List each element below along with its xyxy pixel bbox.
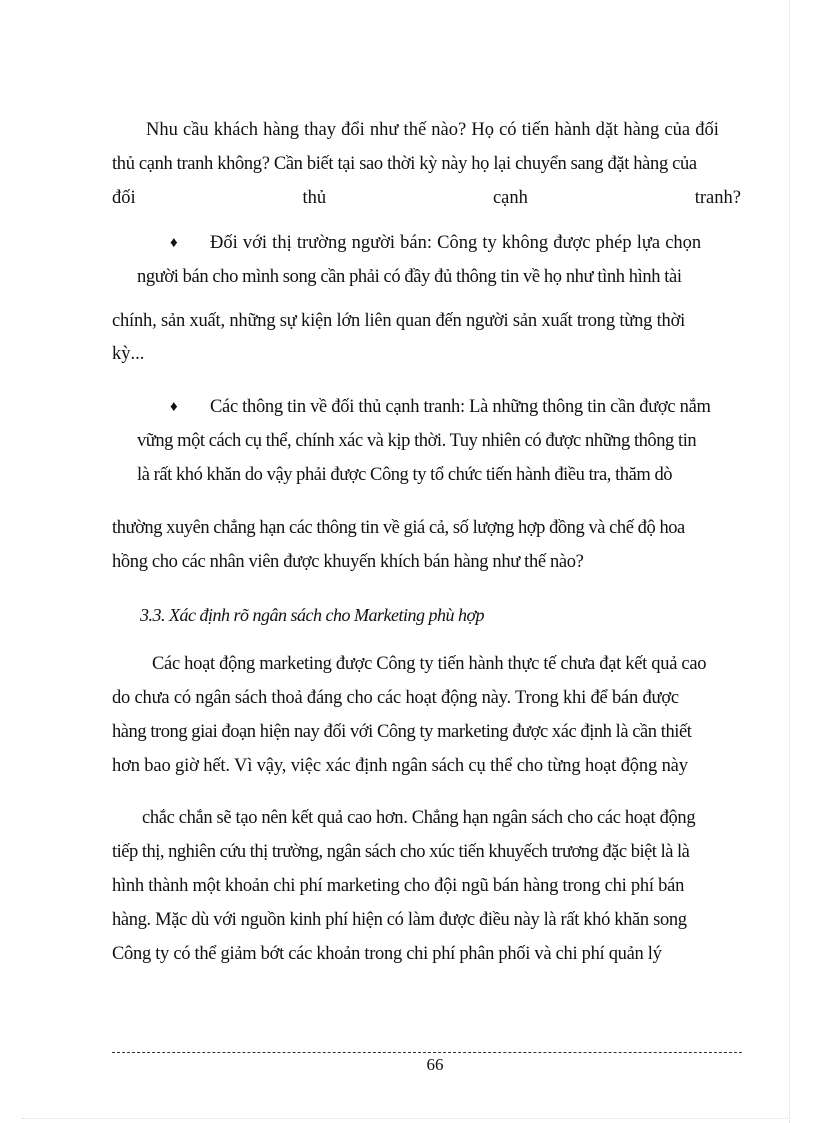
- paragraph-line: do chưa có ngân sách thoả đáng cho các hoạt động này. Trong khi để bán được: [112, 688, 679, 708]
- paragraph-line: hơn bao giờ hết. Vì vậy, việc xác định ngân sách cụ thể cho từng hoạt động này: [112, 756, 688, 776]
- bullet-diamond-icon: ♦: [170, 399, 178, 415]
- word: tranh?: [694, 188, 741, 208]
- page-number: 66: [426, 1055, 444, 1074]
- page-edge-guide: [789, 0, 790, 1123]
- bullet-line: chính, sản xuất, những sự kiện lớn liên quan đến người sản xuất trong từng thời: [112, 311, 686, 331]
- word: thủ: [302, 188, 327, 208]
- paragraph-line: thủ cạnh tranh không? Cần biết tại sao thời kỳ này họ lại chuyển sang đặt hàng của: [112, 154, 697, 174]
- bullet-line: vững một cách cụ thể, chính xác và kịp thời. Tuy nhiên có được những thông tin: [137, 431, 697, 451]
- paragraph-line: Nhu cầu khách hàng thay đổi như thế nào? Họ có tiến hành dặt hàng của đối: [146, 120, 719, 140]
- section-heading: 3.3. Xác định rõ ngân sách cho Marketing phù hợp: [140, 605, 485, 625]
- footer-divider: [112, 1052, 742, 1053]
- bullet-line: thường xuyên chẳng hạn các thông tin về giá cả, số lượng hợp đồng và chế độ hoa: [112, 518, 685, 538]
- bullet-line: kỳ...: [112, 344, 145, 364]
- justified-line: [112, 189, 741, 208]
- paragraph-line: Công ty có thể giảm bớt các khoản trong chi phí phân phối và chi phí quản lý: [112, 944, 662, 964]
- paragraph-line: hình thành một khoản chi phí marketing cho đội ngũ bán hàng trong chi phí bán: [112, 876, 685, 896]
- paragraph-line: hàng. Mặc dù với nguồn kinh phí hiện có làm được điều này là rất khó khăn song: [112, 910, 687, 930]
- paragraph-line: Các hoạt động marketing được Công ty tiến hành thực tế chưa đạt kết quả cao: [152, 654, 707, 674]
- paragraph-line: hàng trong giai đoạn hiện nay đối với Công ty marketing được xác định là cần thiết: [112, 722, 692, 742]
- bullet-line: Đối với thị trường người bán: Công ty không được phép lựa chọn: [210, 233, 702, 253]
- word: đối: [112, 188, 136, 208]
- bullet-diamond-icon: ♦: [170, 235, 178, 251]
- paragraph-line: chắc chắn sẽ tạo nên kết quả cao hơn. Chẳng hạn ngân sách cho các hoạt động: [142, 808, 696, 828]
- paragraph-line: tiếp thị, nghiên cứu thị trường, ngân sách cho xúc tiến khuyếch trương đặc biệt là là: [112, 842, 690, 862]
- word: cạnh: [492, 188, 528, 208]
- bullet-line: hồng cho các nhân viên được khuyến khích bán hàng như thế nào?: [112, 552, 584, 572]
- bullet-line: là rất khó khăn do vậy phải được Công ty tổ chức tiến hành điều tra, thăm dò: [137, 465, 673, 485]
- page-edge-guide: [22, 1118, 790, 1119]
- bullet-line: người bán cho mình song cần phải có đầy đủ thông tin về họ như tình hình tài: [137, 267, 682, 287]
- bullet-line: Các thông tin về đối thủ cạnh tranh: Là những thông tin cần được nắm: [210, 397, 711, 417]
